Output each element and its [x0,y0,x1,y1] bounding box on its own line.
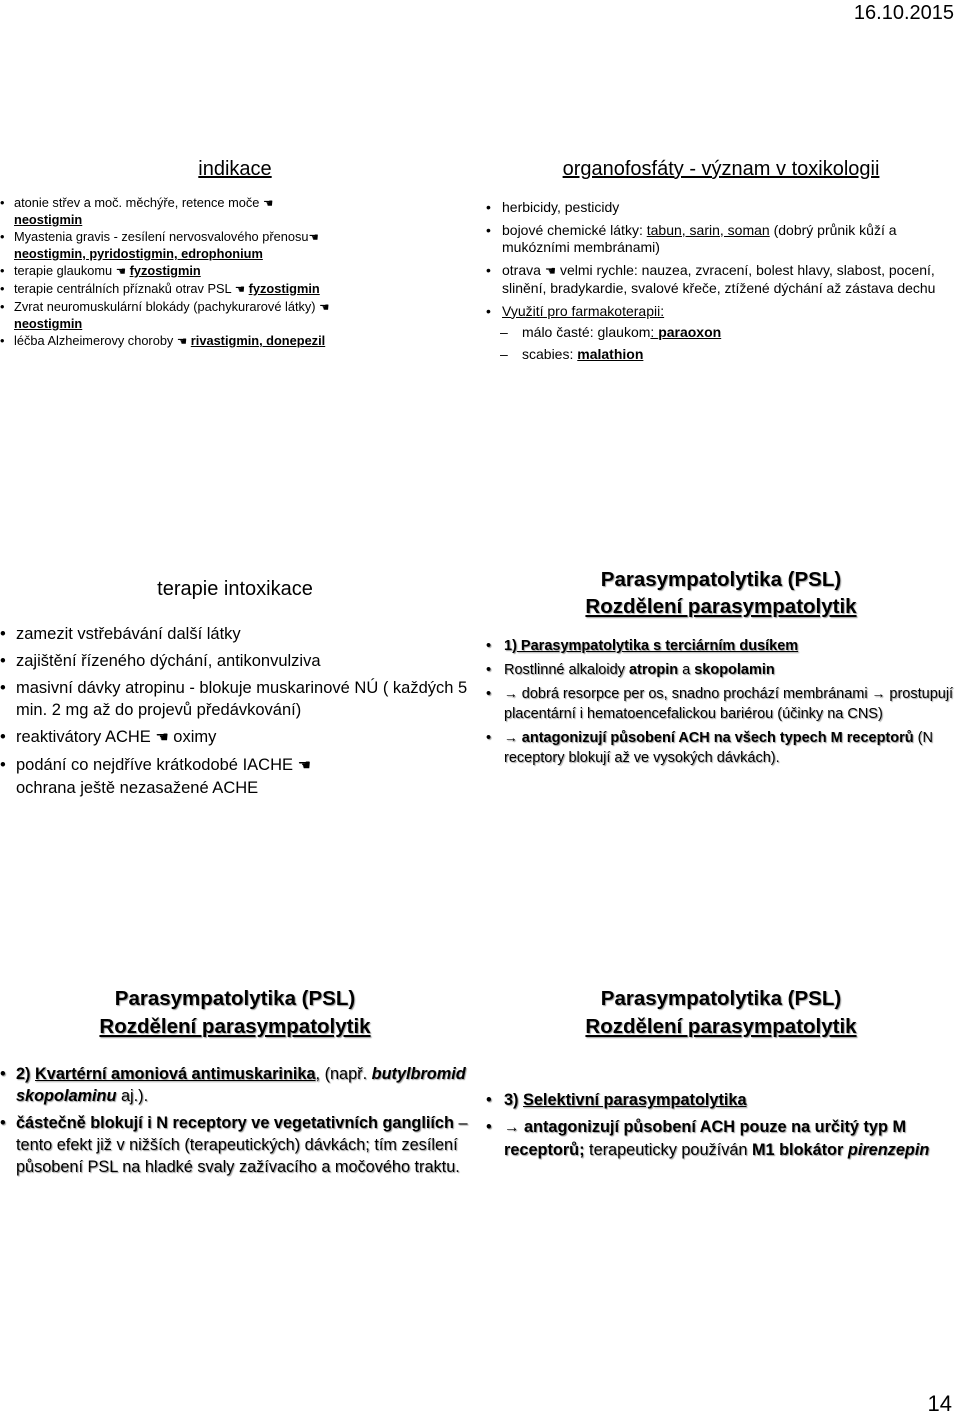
arrow-right-icon: → [504,1119,520,1136]
list-item: • zajištění řízeného dýchání, antikonvulziva [0,650,470,672]
list-item: • Rostlinné alkaloidy atropin a skopolamin [486,660,956,680]
page-number: 14 [927,1391,952,1416]
slide-title: terapie intoxikace [157,578,313,600]
pointing-hand-icon: ☚ [297,758,311,774]
pointing-hand-icon: ☚ [234,284,246,296]
pointing-hand-icon: ☚ [115,266,127,278]
arrow-right-icon: → [504,686,518,701]
pointing-hand-icon: ☚ [544,263,557,278]
list-item: • otrava ☚ velmi rychle: nauzea, zvracení, bolest hlavy, slabost, pocení, slinění, bradykardie, svalové křeče, ztížené dýchání až zástava dechu [486,262,956,298]
slide-psl-selektivni [486,985,956,1162]
list-item: • atonie střev a moč. měchýře, retence moče ☚ neostigmin [0,195,470,228]
pointing-hand-icon: ☚ [176,336,188,348]
slide-terapie-intoxikace [0,578,470,799]
sub-list-item: – málo časté: glaukom: paraoxon [486,324,956,342]
list-item: • Zvrat neuromuskulární blokády (pachykurarové látky) ☚ neostigmin [0,299,470,332]
slide-psl-terciarni [486,566,956,768]
list-item: • herbicidy, pesticidy [486,199,956,217]
list-item: • 2) Kvartérní amoniová antimuskarinika, (např. butylbromid skopolaminu aj.). [0,1063,470,1107]
list-item: • 1) Parasympatolytika s terciárním dusíkem [486,636,956,656]
list-item: • Myastenia gravis - zesílení nervosvalového přenosu☚ neostigmin, pyridostigmin, edrophonium [0,229,470,262]
list-item: • bojové chemické látky: tabun, sarin, soman (dobrý průnik kůží a mukózními membránami) [486,222,956,257]
slide-title: Parasympatolytika (PSL) Rozdělení parasympatolytik [585,987,857,1038]
list-item: • podání co nejdříve krátkodobé IACHE ☚ ochrana ještě nezasažené ACHE [0,754,470,799]
slide-title: Parasympatolytika (PSL) Rozdělení parasympatolytik [585,568,857,618]
arrow-right-icon: → [871,686,886,701]
psl-list [486,636,956,768]
list-item: • 3) Selektivní parasympatolytika [486,1089,956,1112]
list-item: • → antagonizují působení ACH pouze na určitý typ M receptorů; terapeuticky používán M1 blokátor pirenzepin [486,1116,956,1162]
list-item: • terapie centrálních příznaků otrav PSL ☚ fyzostigmin [0,281,470,298]
slide-organofosfaty [486,158,956,363]
pointing-hand-icon: ☚ [155,730,169,746]
sub-list-item: – scabies: malathion [486,346,956,364]
slide-title: indikace [198,158,272,180]
slide-psl-kvarterni [0,985,470,1178]
pointing-hand-icon: ☚ [319,302,330,314]
psl-list [486,1089,956,1162]
terapie-list [0,623,470,799]
list-item: • masivní dávky atropinu - blokuje muskarinové NÚ ( každých 5 min. 2 mg až do projevů předávkování) [0,677,470,721]
list-item: • léčba Alzheimerovy choroby ☚ rivastigmin, donepezil [0,333,470,350]
list-item: • zamezit vstřebávání další látky [0,623,470,645]
list-item: • terapie glaukomu ☚ fyzostigmin [0,263,470,280]
page-date: 16.10.2015 [853,2,954,24]
list-item: • → dobrá resorpce per os, snadno prochází membránami → prostupují placentární i hematoencefalickou bariérou (účinky na CNS) [486,684,956,724]
indikace-list [0,195,470,350]
list-item: • částečně blokují i N receptory ve vegetativních gangliích – tento efekt již v nižších (terapeutických) dávkách; tím zesílení působení PSL na hladké svaly zažívacího a močového traktu. [0,1112,470,1178]
arrow-right-icon: → [504,730,518,745]
list-item: • → antagonizují působení ACH na všech typech M receptorů (N receptory blokují až ve vysokých dávkách). [486,728,956,768]
slide-indikace [0,158,470,350]
pointing-hand-icon: ☚ [308,232,319,244]
list-item: • Využití pro farmakoterapii: [486,303,956,321]
pointing-hand-icon: ☚ [262,198,274,210]
psl-list [0,1063,470,1178]
slide-title: Parasympatolytika (PSL) Rozdělení parasympatolytik [99,987,371,1038]
organofosfaty-list [486,199,956,363]
list-item: • reaktivátory ACHE ☚ oximy [0,726,470,749]
slide-title: organofosfáty - význam v toxikologii [562,158,880,180]
